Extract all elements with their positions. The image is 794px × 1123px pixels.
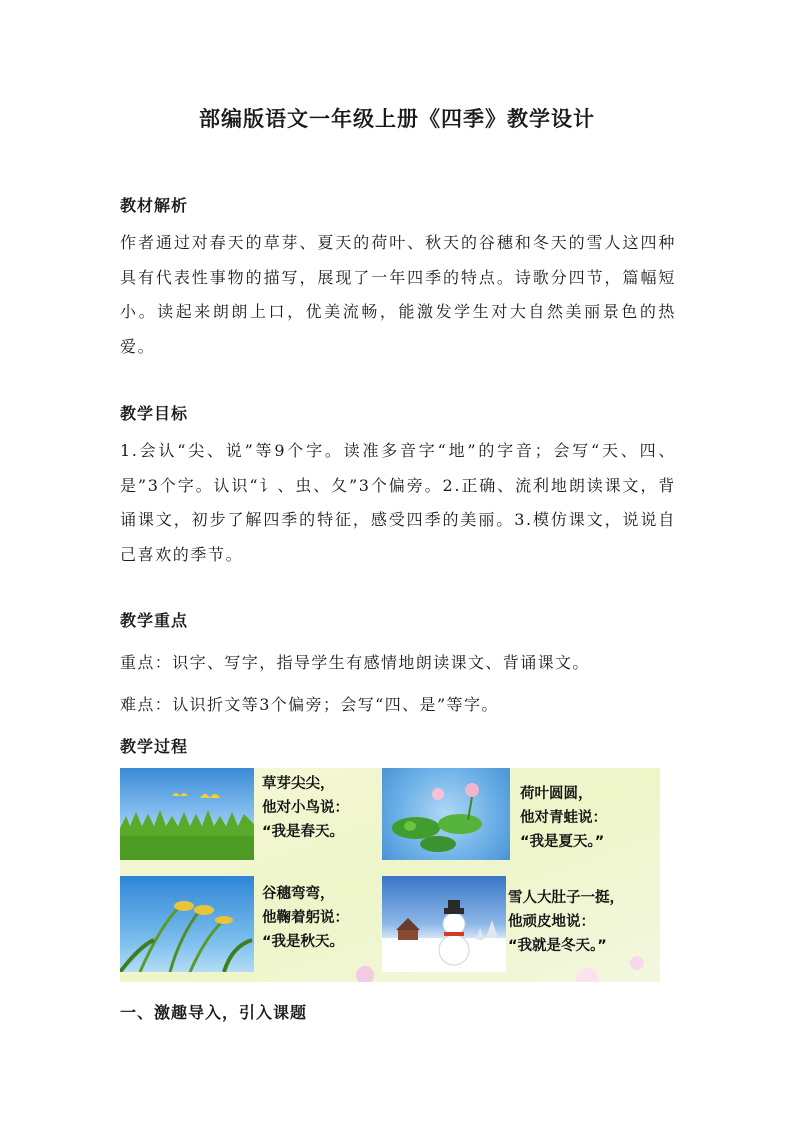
autumn-poem-line: 他鞠着躬说： [262, 910, 349, 926]
winter-poem [508, 886, 624, 958]
spring-poem-line: “我是春天。 [262, 824, 345, 840]
spring-grass-graphic [120, 768, 254, 860]
heading-step1: 一、激趣导入，引入课题 [120, 1003, 308, 1022]
winter-picture [382, 876, 506, 972]
summer-poem-line: “我是夏天。” [520, 834, 605, 850]
winter-snowman-graphic [382, 876, 506, 972]
autumn-picture [120, 876, 254, 972]
focus-difficulty-line: 难点：认识折文等3个偏旁；会写“四、是”等字。 [120, 695, 499, 714]
focus-key-line: 重点：识字、写字，指导学生有感情地朗读课文、背诵课文。 [120, 653, 590, 672]
heading-focus: 教学重点 [120, 611, 189, 630]
heading-goals: 教学目标 [120, 404, 189, 423]
spring-poem [262, 772, 349, 844]
heading-analysis: 教材解析 [120, 196, 189, 215]
winter-poem-line: 他顽皮地说： [508, 914, 595, 930]
heading-process: 教学过程 [120, 737, 189, 756]
autumn-wheat-graphic [120, 876, 254, 972]
document-title: 部编版语文一年级上册《四季》教学设计 [199, 106, 595, 131]
summer-picture [382, 768, 510, 860]
spring-picture [120, 768, 254, 860]
flower-icon [630, 956, 644, 970]
spring-poem-line: 草芽尖尖， [262, 776, 335, 792]
winter-poem-line: 雪人大肚子一挺， [508, 890, 624, 906]
goals-paragraph: 1.会认“尖、说”等9个字。读准多音字“地”的字音；会写“天、四、是”3个字。认识“讠、虫、夂”3个偏旁。2.正确、流利地朗读课文，背诵课文，初步了解四季的特征，感受四季的美丽。3.模仿课文，说说自己喜欢的季节。 [120, 441, 676, 564]
flower-icon [576, 968, 598, 982]
spring-poem-line: 他对小鸟说： [262, 800, 349, 816]
autumn-poem-line: 谷穗弯弯， [262, 886, 335, 902]
analysis-paragraph: 作者通过对春天的草芽、夏天的荷叶、秋天的谷穗和冬天的雪人这四种具有代表性事物的描写，展现了一年四季的特点。诗歌分四节，篇幅短小。读起来朗朗上口，优美流畅，能激发学生对大自然美丽景色的热爱。 [120, 233, 676, 356]
summer-poem [520, 782, 607, 854]
autumn-poem [262, 882, 349, 954]
summer-lotus-graphic [382, 768, 510, 860]
winter-poem-line: “我就是冬天。” [508, 938, 607, 954]
summer-poem-line: 荷叶圆圆， [520, 786, 593, 802]
flower-icon [356, 966, 374, 982]
summer-poem-line: 他对青蛙说： [520, 810, 607, 826]
autumn-poem-line: “我是秋天。 [262, 934, 345, 950]
four-seasons-illustration [120, 768, 660, 982]
